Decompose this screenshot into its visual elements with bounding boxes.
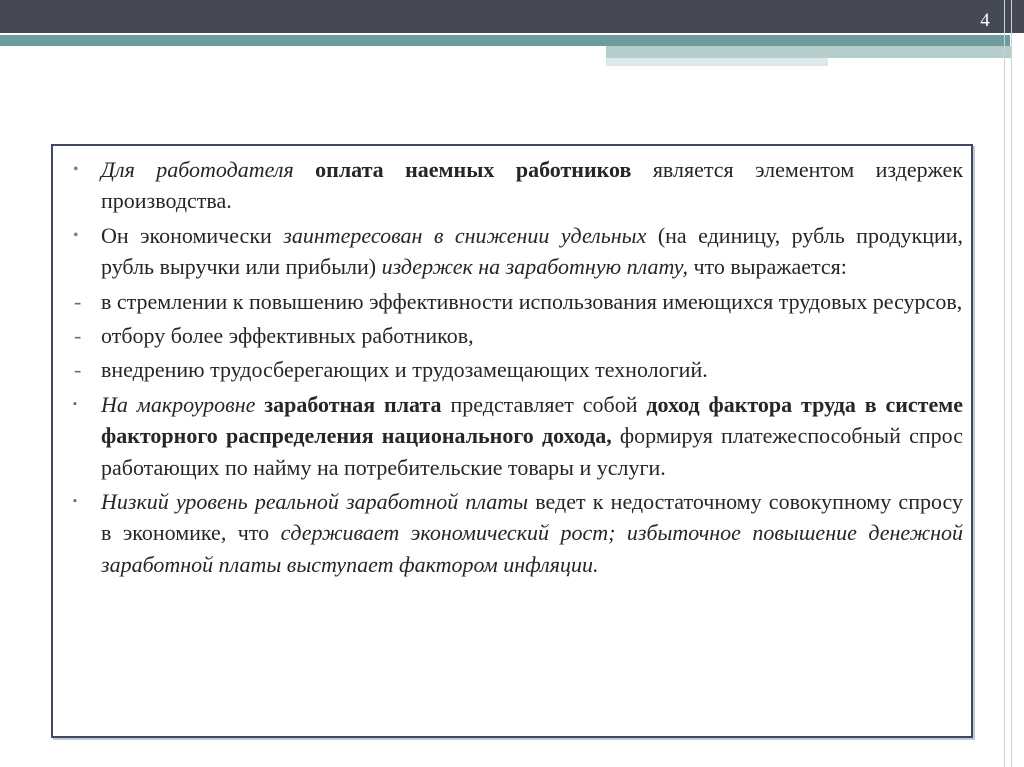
square-bullet-icon: ▪ bbox=[73, 397, 77, 410]
list-item-text: формируя платежеспособный спрос работающих по найму на потребительские товары и услуги. bbox=[101, 423, 963, 480]
header-band bbox=[0, 0, 1024, 33]
list-item bbox=[73, 320, 963, 351]
list-item-text: ведет к недостаточному совокупному спросу в экономике, что bbox=[101, 489, 963, 546]
list-item-text: представляет собой bbox=[441, 391, 647, 417]
list-item bbox=[73, 154, 963, 217]
list-item bbox=[73, 220, 963, 283]
list-item-text: Он экономически bbox=[101, 222, 284, 248]
dash-bullet-icon: - bbox=[74, 288, 82, 314]
content-box bbox=[51, 144, 973, 738]
decor-stripe-tertiary bbox=[606, 58, 828, 66]
list-item-text: доход фактора труда в системе факторного распределения национального дохода, bbox=[101, 391, 963, 449]
list-item-text: является элементом издержек производства. bbox=[101, 157, 964, 214]
list-item bbox=[73, 389, 963, 483]
list-item bbox=[73, 354, 963, 385]
dot-bullet-icon: • bbox=[73, 161, 79, 178]
square-bullet-icon: ▪ bbox=[73, 495, 77, 508]
list-item-text: внедрению трудосберегающих и трудозамещающих технологий. bbox=[101, 357, 708, 383]
list-item-text: сдерживает экономический рост; избыточное повышение денежной заработной платы выступает фактором инфляции. bbox=[101, 520, 963, 577]
list-item-text: в стремлении к повышению эффективности использования имеющихся трудовых ресурсов, bbox=[101, 288, 963, 314]
decor-right-frame bbox=[1004, 0, 1012, 767]
list-item-text: На макроуровне bbox=[101, 391, 265, 417]
dash-bullet-icon: - bbox=[74, 323, 82, 349]
list-item bbox=[73, 486, 963, 580]
list-item-text: издержек на заработную плату, bbox=[381, 254, 688, 280]
decor-stripe-secondary bbox=[606, 46, 1012, 58]
list-item-text: что выражается: bbox=[687, 254, 847, 280]
list-item bbox=[73, 286, 963, 317]
list-item-text: заинтересован в снижении удельных bbox=[283, 222, 647, 248]
list-item-text: заработная плата bbox=[264, 391, 442, 417]
list-item-text: (на единицу, рубль продукции, рубль выручки или прибыли) bbox=[101, 222, 964, 280]
decor-stripe-primary bbox=[0, 35, 1010, 46]
list-item-text: Низкий уровень реальной заработной платы bbox=[101, 489, 529, 515]
dash-bullet-icon: - bbox=[74, 357, 82, 383]
dot-bullet-icon: • bbox=[73, 226, 79, 244]
page-number: 4 bbox=[980, 10, 990, 31]
list-item-text: Для работодателя bbox=[101, 157, 316, 182]
list-item-text: отбору более эффективных работников, bbox=[101, 323, 474, 349]
list-item-text: оплата наемных работников bbox=[315, 157, 632, 182]
